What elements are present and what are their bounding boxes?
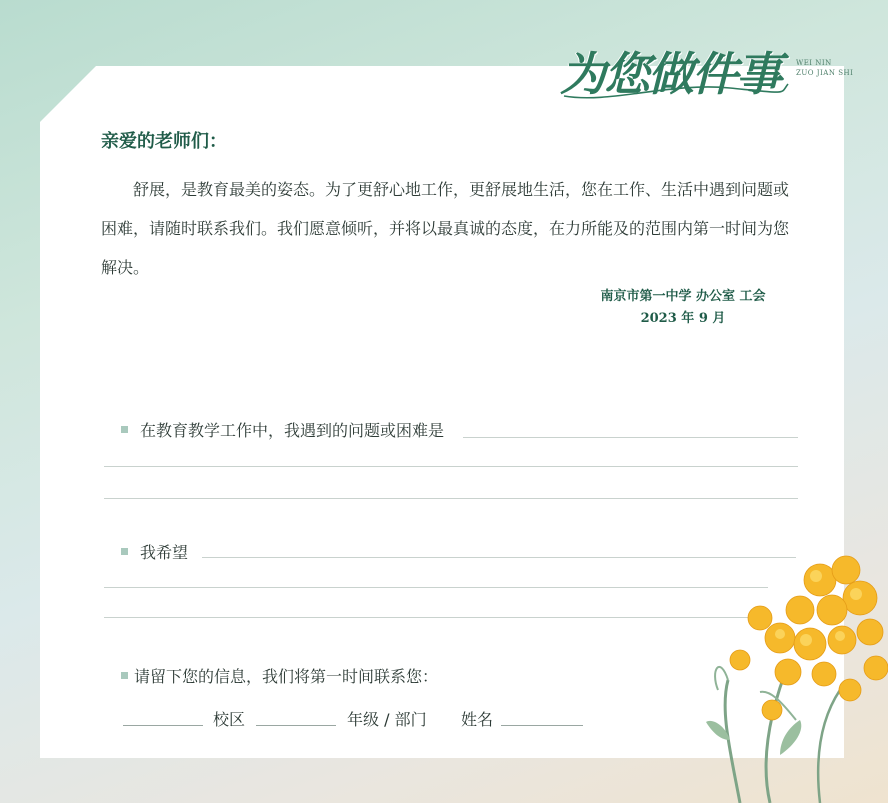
question-1 [121,418,444,441]
signature-date: 2023 年 9 月 [640,311,726,326]
letter-body: 舒展，是教育最美的姿态。为了更舒心地工作，更舒展地生活，您在工作、生活中遇到问题或困难，请随时联系我们。我们愿意倾听，并将以最真诚的态度，在力所能及的范围内第一时间为您解决。 [101,180,790,277]
question-1-label: 在教育教学工作中，我遇到的问题或困难是 [140,421,445,440]
answer-2-line-2[interactable] [104,587,768,588]
grade-input-line[interactable] [256,725,336,726]
campus-input-line[interactable] [123,725,203,726]
answer-2-line-3[interactable] [104,617,748,618]
contact-prompt-label: 请留下您的信息，我们将第一时间联系您： [134,667,439,686]
answer-1-line-2[interactable] [104,466,798,467]
contact-prompt [121,664,438,687]
question-2-label: 我希望 [140,543,189,562]
brand-pinyin-line1: WEI NIN [796,59,832,67]
field-name-label: 姓名 [461,710,494,729]
letter-signature [560,286,806,330]
brand-swirl-icon [560,74,790,104]
answer-1-line-3[interactable] [104,498,798,499]
bullet-icon [121,672,128,679]
letter-greeting: 亲爱的老师们： [101,131,227,152]
bullet-icon [121,548,128,555]
field-grade-label: 年级 / 部门 [347,710,427,729]
brand-pinyin-line2: ZUO JIAN SHI [796,69,854,77]
answer-1-line-1[interactable] [463,437,798,438]
field-campus-label: 校区 [213,710,246,729]
brand-pinyin [796,58,856,78]
signature-org: 南京市第一中学 办公室 工会 [600,289,766,304]
bullet-icon [121,426,128,433]
question-2 [121,540,188,563]
yellow-flowers-icon [700,540,888,803]
brand-title: 为您做件事 [560,47,780,101]
brand-logo [560,38,860,108]
name-input-line[interactable] [501,725,583,726]
